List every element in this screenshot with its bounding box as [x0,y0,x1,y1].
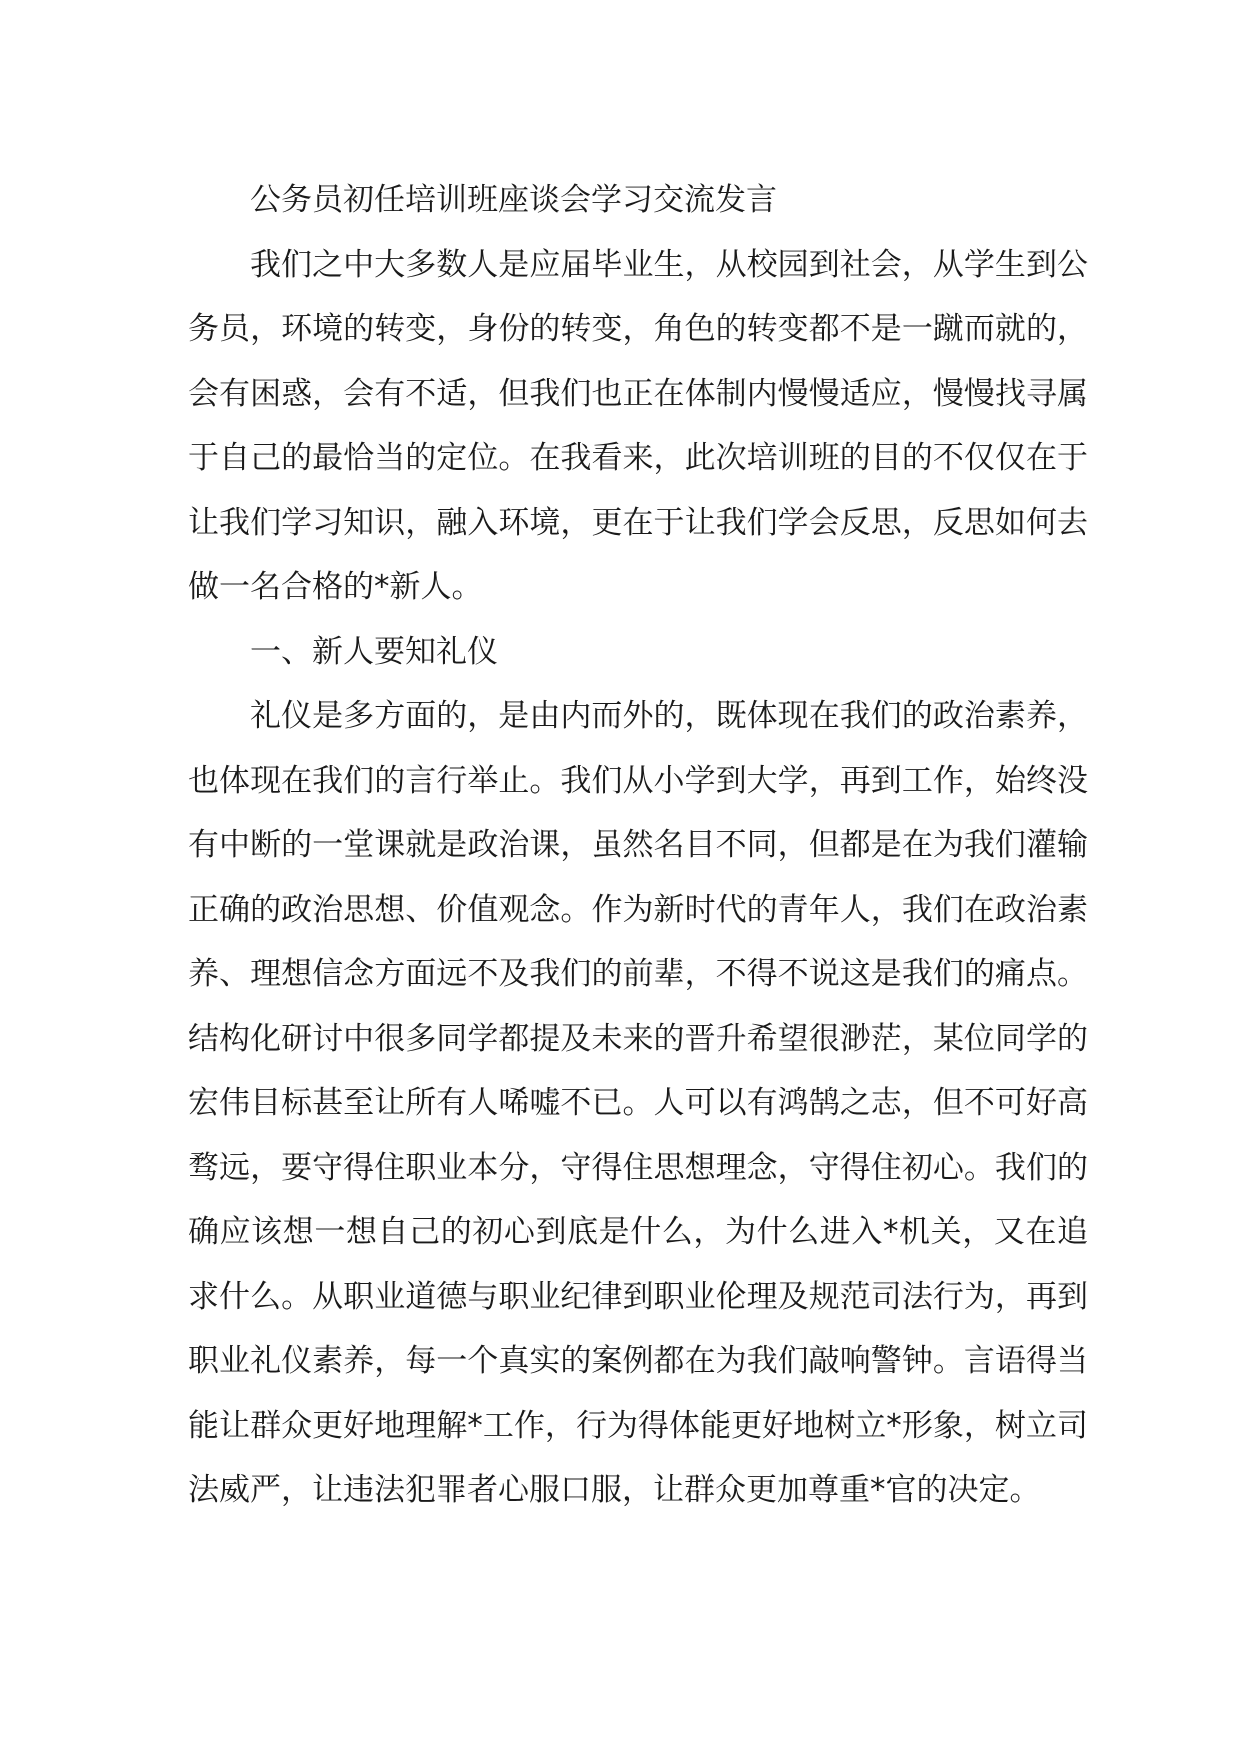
paragraph-etiquette: 礼仪是多方面的，是由内而外的，既体现在我们的政治素养，也体现在我们的言行举止。我们从小学到大学，再到工作，始终没有中断的一堂课就是政治课，虽然名目不同，但都是在为我们灌输正确的政治思想、价值观念。作为新时代的青年人，我们在政治素养、理想信念方面远不及我们的前辈，不得不说这是我们的痛点。结构化研讨中很多同学都提及未来的晋升希望很渺茫，某位同学的宏伟目标甚至让所有人唏嘘不已。人可以有鸿鹄之志，但不可好高骛远，要守得住职业本分，守得住思想理念，守得住初心。我们的确应该想一想自己的初心到底是什么，为什么进入*机关，又在追求什么。从职业道德与职业纪律到职业伦理及规范司法行为，再到职业礼仪素养，每一个真实的案例都在为我们敲响警钟。言语得当能让群众更好地理解*工作，行为得体能更好地树立*形象，树立司法威严，让违法犯罪者心服口服，让群众更加尊重*官的决定。 [188,698,1088,1508]
document-body [188,168,1088,1523]
document-title: 公务员初任培训班座谈会学习交流发言 [250,182,777,218]
section-heading: 一、新人要知礼仪 [250,633,498,670]
paragraph-intro: 我们之中大多数人是应届毕业生，从校园到社会，从学生到公务员，环境的转变，身份的转变，角色的转变都不是一蹴而就的，会有困惑，会有不适，但我们也正在体制内慢慢适应，慢慢找寻属于自己的最恰当的定位。在我看来，此次培训班的目的不仅仅在于让我们学习知识，融入环境，更在于让我们学会反思，反思如何去做一名合格的*新人。 [188,246,1088,605]
